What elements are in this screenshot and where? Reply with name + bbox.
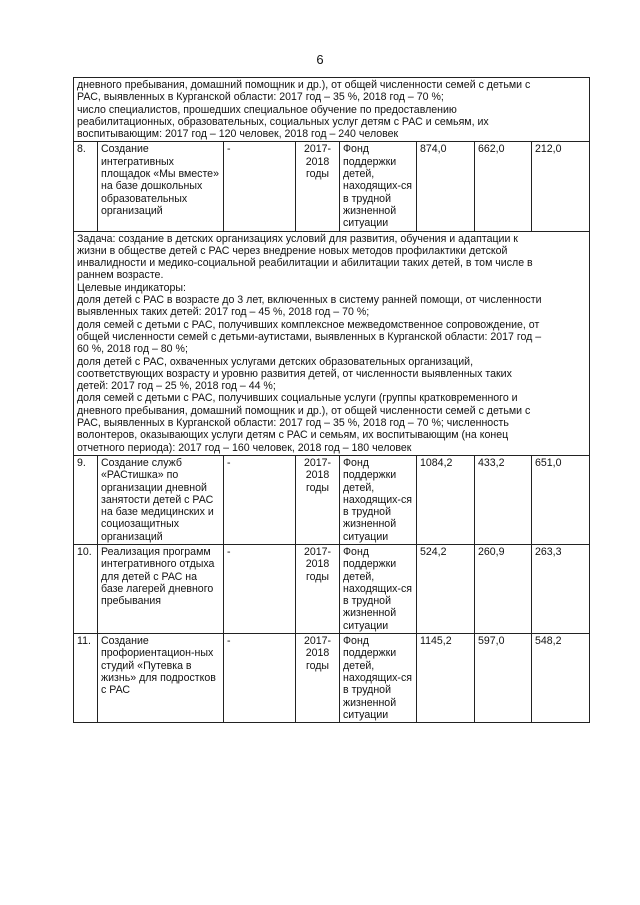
- text-block: [74, 78, 590, 142]
- period-cell: 2017-2018 годы: [296, 634, 340, 723]
- text-line: доля детей с РАС, охваченных услугами детских образовательных организаций,: [77, 355, 474, 368]
- text-line: волонтеров, оказывающих услуги детям с РАС и семьям, их воспитывающим (на конец: [77, 429, 509, 442]
- amount-2017: 433,2: [475, 455, 532, 544]
- amount-2018: 263,3: [532, 544, 590, 633]
- row-number: 9.: [74, 455, 98, 544]
- text-line: отчетного периода): 2017 год – 160 человек, 2018 год – 180 человек: [77, 441, 412, 454]
- period-cell: 2017-2018 годы: [296, 455, 340, 544]
- text-line: воспитывающим: 2017 год – 120 человек, 2018 год – 240 человек: [77, 128, 399, 141]
- funding-source: Фонд поддержки детей, находящих-ся в трудной жизненной ситуации: [340, 634, 417, 723]
- total-amount: 874,0: [417, 142, 475, 231]
- executor-cell: -: [224, 142, 296, 231]
- text-line: РАС, выявленных в Курганской области: 2017 год – 35 %, 2018 год – 70 %; численность: [77, 417, 509, 430]
- text-line: выявленных таких детей: 2017 год – 45 %, 2018 год – 70 %;: [77, 306, 370, 319]
- amount-2017: 662,0: [475, 142, 532, 231]
- text-block: [74, 231, 590, 455]
- row-number: 10.: [74, 544, 98, 633]
- text-line: 60 %, 2018 год – 80 %;: [77, 343, 188, 356]
- measures-table: [73, 77, 590, 723]
- table-row: [74, 634, 590, 723]
- row-number: 8.: [74, 142, 98, 231]
- amount-2018: 548,2: [532, 634, 590, 723]
- page-number: 6: [316, 52, 324, 67]
- text-line: доля семей с детьми с РАС, получивших социальные услуги (группы кратковременного и: [77, 392, 518, 405]
- text-line: детей: 2017 год – 25 %, 2018 год – 44 %;: [77, 380, 276, 393]
- text-line: доля семей с детьми с РАС, получивших комплексное межведомственное сопровождение, от: [77, 318, 540, 331]
- amount-2018: 651,0: [532, 455, 590, 544]
- text-block-row: [74, 78, 590, 142]
- text-line: соответствующих возрасту и уровню развития детей, от численности выявленных таких: [77, 367, 512, 380]
- period-cell: 2017-2018 годы: [296, 142, 340, 231]
- measure-name: Создание служб «РАСтишка» по организации дневной занятости детей с РАС на базе медицинских и социозащитных организаций: [98, 455, 224, 544]
- executor-cell: -: [224, 544, 296, 633]
- total-amount: 1145,2: [417, 634, 475, 723]
- executor-cell: -: [224, 455, 296, 544]
- total-amount: 524,2: [417, 544, 475, 633]
- text-line: Целевые индикаторы:: [77, 281, 186, 294]
- amount-2017: 260,9: [475, 544, 532, 633]
- table-row: [74, 544, 590, 633]
- text-line: число специалистов, прошедших специальное обучение по предоставлению: [77, 103, 457, 116]
- funding-source: Фонд поддержки детей, находящих-ся в трудной жизненной ситуации: [340, 455, 417, 544]
- measure-name: Создание интегративных площадок «Мы вместе» на базе дошкольных образовательных организаций: [98, 142, 224, 231]
- text-line: инвалидности и медико-социальной реабилитации и абилитации таких детей, в том числе в: [77, 257, 533, 270]
- table-row: [74, 455, 590, 544]
- text-block-row: [74, 231, 590, 455]
- table-row: [74, 142, 590, 231]
- amount-2017: 597,0: [475, 634, 532, 723]
- text-line: РАС, выявленных в Курганской области: 2017 год – 35 %, 2018 год – 70 %;: [77, 91, 444, 104]
- amount-2018: 212,0: [532, 142, 590, 231]
- measure-name: Реализация программ интегративного отдыха для детей с РАС на базе лагерей дневного пребывания: [98, 544, 224, 633]
- text-line: дневного пребывания, домашний помощник и др.), от общей численности семей с детьми с: [77, 79, 531, 91]
- text-line: Задача: создание в детских организациях условий для развития, обучения и адаптации к: [77, 232, 518, 245]
- text-line: общей численности семей с детьми-аутистами, выявленных в Курганской области: 2017 год –: [77, 330, 542, 343]
- text-line: доля детей с РАС в возрасте до 3 лет, включенных в систему ранней помощи, от численности: [77, 294, 542, 307]
- text-line: раннем возрасте.: [77, 269, 164, 282]
- period-cell: 2017-2018 годы: [296, 544, 340, 633]
- funding-source: Фонд поддержки детей, находящих-ся в трудной жизненной ситуации: [340, 142, 417, 231]
- total-amount: 1084,2: [417, 455, 475, 544]
- text-line: реабилитационных, образовательных, социальных услуг детям с РАС и семьям, их: [77, 115, 489, 128]
- measure-name: Создание профориентацион-ных студий «Путевка в жизнь» для подростков с РАС: [98, 634, 224, 723]
- executor-cell: -: [224, 634, 296, 723]
- funding-source: Фонд поддержки детей, находящих-ся в трудной жизненной ситуации: [340, 544, 417, 633]
- text-line: жизни в обществе детей с РАС через внедрение новых методов профилактики детской: [77, 244, 508, 257]
- row-number: 11.: [74, 634, 98, 723]
- text-line: дневного пребывания, домашний помощник и др.), от общей численности семей с детьми с: [77, 404, 531, 417]
